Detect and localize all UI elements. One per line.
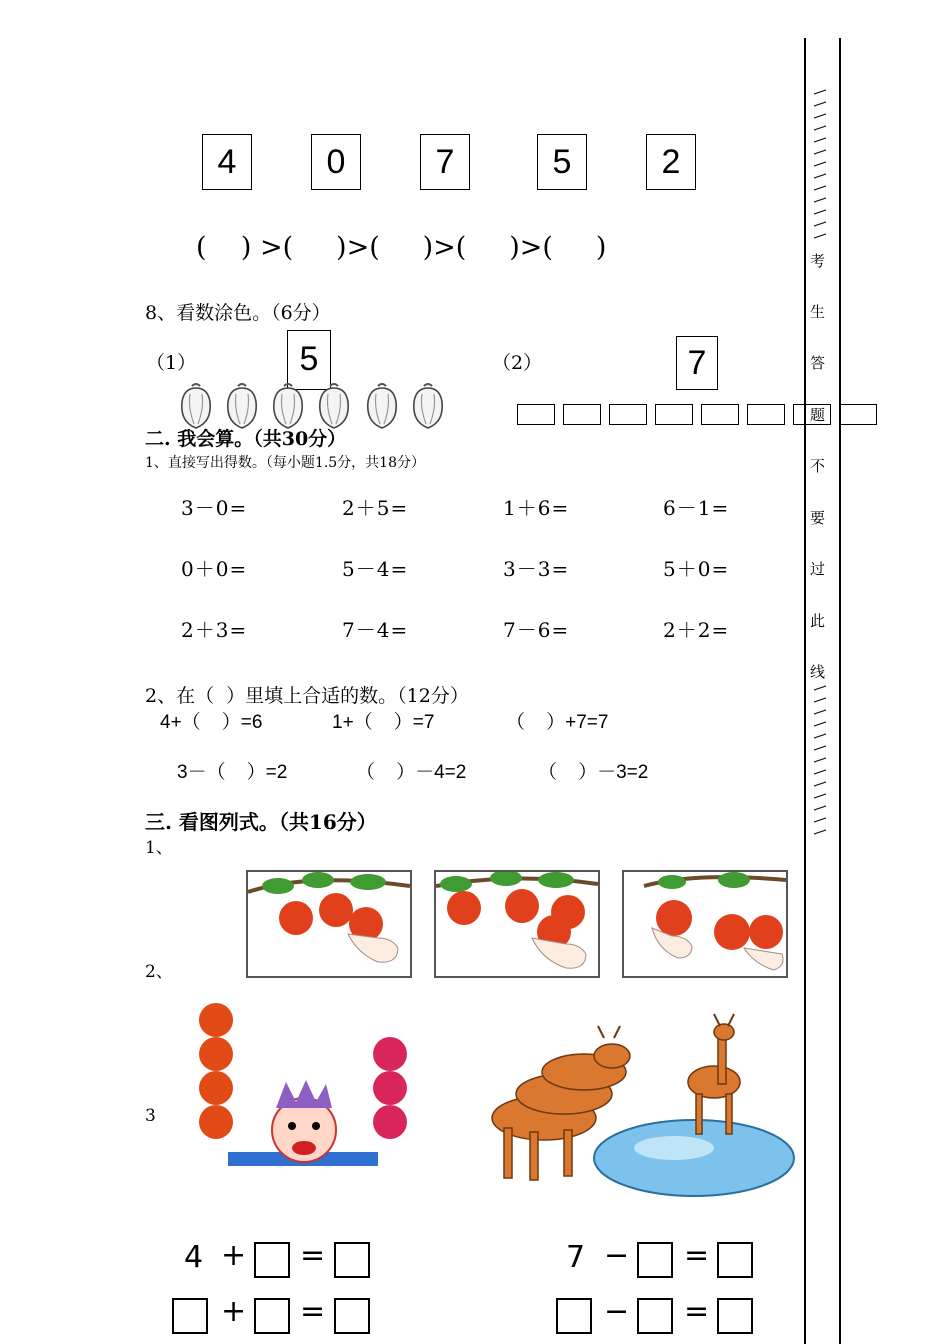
fill-item[interactable]: （ ）－3=2 bbox=[538, 762, 649, 783]
seal-char: 题 bbox=[810, 406, 826, 424]
dash-marks-bottom bbox=[812, 684, 830, 840]
seal-char: 线 bbox=[810, 663, 826, 681]
answer-box[interactable] bbox=[254, 1298, 290, 1334]
seal-char: 过 bbox=[810, 560, 826, 578]
number-card-3: 7 bbox=[420, 134, 470, 190]
calc-item[interactable]: 2＋2= bbox=[663, 618, 730, 642]
calc-item[interactable]: 3－3= bbox=[503, 557, 570, 581]
answer-box[interactable] bbox=[637, 1298, 673, 1334]
q8-part2-label: （2） bbox=[492, 352, 543, 374]
color-box-6[interactable] bbox=[747, 404, 785, 425]
color-box-5[interactable] bbox=[701, 404, 739, 425]
dash-marks-top bbox=[812, 88, 830, 248]
calc-item[interactable]: 1＋6= bbox=[503, 496, 570, 520]
answer-box[interactable] bbox=[637, 1242, 673, 1278]
seal-char: 生 bbox=[810, 303, 826, 321]
q8-number-card-1: 5 bbox=[287, 330, 331, 390]
fill-item[interactable]: 1+（ ）=7 bbox=[332, 712, 435, 733]
fill-item[interactable]: （ ）+7=7 bbox=[506, 712, 609, 733]
apple-picture-3 bbox=[622, 870, 788, 978]
minus-sign: − bbox=[604, 1294, 630, 1329]
calc-item[interactable]: 7－4= bbox=[342, 618, 409, 642]
answer-box[interactable] bbox=[172, 1298, 208, 1334]
answer-box[interactable] bbox=[717, 1298, 753, 1334]
pepper-6[interactable] bbox=[414, 384, 442, 428]
fill-item[interactable]: 4+（ ）=6 bbox=[160, 712, 263, 733]
pepper-1[interactable] bbox=[182, 384, 210, 428]
answer-box[interactable] bbox=[334, 1298, 370, 1334]
calc-item[interactable]: 5－4= bbox=[342, 557, 409, 581]
answer-box[interactable] bbox=[334, 1242, 370, 1278]
plus-sign: + bbox=[221, 1238, 247, 1273]
fill-item[interactable]: （ ）－4=2 bbox=[356, 762, 467, 783]
answer-box[interactable] bbox=[717, 1242, 753, 1278]
color-box-4[interactable] bbox=[655, 404, 693, 425]
deer-picture bbox=[474, 998, 800, 1203]
color-box-1[interactable] bbox=[517, 404, 555, 425]
color-box-3[interactable] bbox=[609, 404, 647, 425]
number-card-2: 0 bbox=[311, 134, 361, 190]
compare-blanks[interactable]: ( ) >( )>( )>( )>( ) bbox=[196, 232, 607, 263]
q8-number-card-2: 7 bbox=[676, 336, 718, 390]
pepper-3[interactable] bbox=[274, 384, 302, 428]
apple-picture-2 bbox=[434, 870, 600, 978]
eq-right-1-number: 7 bbox=[566, 1240, 586, 1275]
calc-item[interactable]: 7－6= bbox=[503, 618, 570, 642]
equals-sign: = bbox=[684, 1294, 710, 1329]
color-box-2[interactable] bbox=[563, 404, 601, 425]
seal-char: 要 bbox=[810, 509, 826, 527]
seal-char: 答 bbox=[810, 354, 826, 372]
seal-char: 不 bbox=[810, 457, 826, 475]
calc-item[interactable]: 2＋3= bbox=[181, 618, 248, 642]
margin-line-left bbox=[804, 38, 806, 1344]
section2-sub2: 2、在（ ）里填上合适的数。（12分） bbox=[145, 685, 469, 707]
fill-item[interactable]: 3－（ ）=2 bbox=[177, 762, 288, 783]
apple-picture-1 bbox=[246, 870, 412, 978]
section3-q3: 3 bbox=[145, 1106, 156, 1126]
number-card-1: 4 bbox=[202, 134, 252, 190]
section3-q2: 2、 bbox=[145, 962, 173, 982]
number-card-4: 5 bbox=[537, 134, 587, 190]
margin-line-right bbox=[839, 38, 841, 1344]
minus-sign: − bbox=[604, 1238, 630, 1273]
section2-sub1: 1、直接写出得数。（每小题1.5分，共18分） bbox=[145, 455, 425, 471]
juggler-picture bbox=[168, 998, 430, 1178]
section3-q1: 1、 bbox=[145, 838, 173, 858]
plus-sign: + bbox=[221, 1294, 247, 1329]
section3-title: 三. 看图列式。（共16分） bbox=[145, 810, 377, 834]
color-box-8[interactable] bbox=[839, 404, 877, 425]
pepper-5[interactable] bbox=[368, 384, 396, 428]
section2-title: 二. 我会算。（共30分） bbox=[145, 428, 347, 450]
q8-title: 8、看数涂色。（6分） bbox=[145, 302, 331, 324]
seal-char: 此 bbox=[810, 612, 826, 630]
seal-char: 考 bbox=[810, 252, 826, 270]
number-card-5: 2 bbox=[646, 134, 696, 190]
calc-item[interactable]: 2＋5= bbox=[342, 496, 409, 520]
calc-item[interactable]: 3－0= bbox=[181, 496, 248, 520]
q8-part1-label: （1） bbox=[146, 352, 197, 374]
eq-left-1-number: 4 bbox=[184, 1240, 204, 1275]
pepper-2[interactable] bbox=[228, 384, 256, 428]
equals-sign: = bbox=[300, 1294, 326, 1329]
answer-box[interactable] bbox=[556, 1298, 592, 1334]
equals-sign: = bbox=[684, 1238, 710, 1273]
equals-sign: = bbox=[300, 1238, 326, 1273]
calc-item[interactable]: 0＋0= bbox=[181, 557, 248, 581]
calc-item[interactable]: 6－1= bbox=[663, 496, 730, 520]
answer-box[interactable] bbox=[254, 1242, 290, 1278]
calc-item[interactable]: 5＋0= bbox=[663, 557, 730, 581]
pepper-4[interactable] bbox=[320, 384, 348, 428]
